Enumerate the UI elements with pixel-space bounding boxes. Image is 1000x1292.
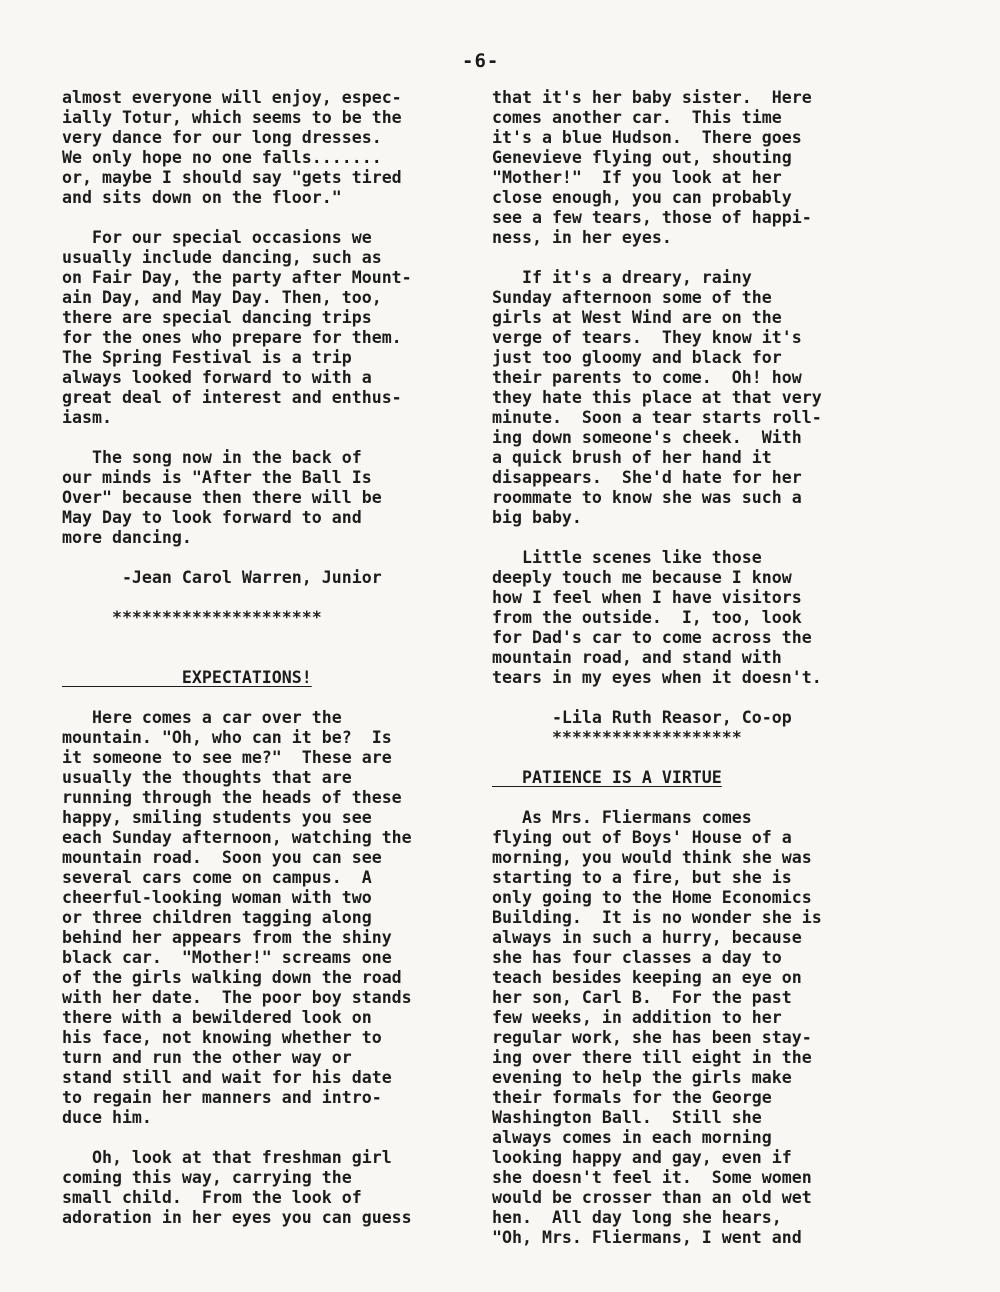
- text-line: just too gloomy and black for: [492, 348, 782, 367]
- text-line: As Mrs. Fliermans comes: [492, 808, 752, 827]
- text-line: tears in my eyes when it doesn't.: [492, 668, 822, 687]
- author-byline: -Jean Carol Warren, Junior: [62, 568, 382, 587]
- text-line: it someone to see me?" These are: [62, 748, 392, 767]
- text-line: mountain road. Soon you can see: [62, 848, 382, 867]
- text-line: each Sunday afternoon, watching the: [62, 828, 412, 847]
- text-line: behind her appears from the shiny: [62, 928, 392, 947]
- blank-line: [62, 1128, 487, 1148]
- text-line: Washington Ball. Still she: [492, 1108, 762, 1127]
- text-line: see a few tears, those of happi-: [492, 208, 812, 227]
- text-line: hen. All day long she hears,: [492, 1208, 782, 1227]
- text-line: Over" because then there will be: [62, 488, 382, 507]
- text-line: The Spring Festival is a trip: [62, 348, 352, 367]
- text-line: only going to the Home Economics: [492, 888, 812, 907]
- article-heading: EXPECTATIONS!: [62, 668, 312, 687]
- text-line: on Fair Day, the party after Mount-: [62, 268, 412, 287]
- text-line: flying out of Boys' House of a: [492, 828, 792, 847]
- text-line: she doesn't feel it. Some women: [492, 1168, 812, 1187]
- text-line: roommate to know she was such a: [492, 488, 802, 507]
- text-line: close enough, you can probably: [492, 188, 792, 207]
- text-line: that it's her baby sister. Here: [492, 88, 812, 107]
- blank-line: [62, 648, 487, 668]
- text-line: she has four classes a day to: [492, 948, 782, 967]
- text-line: their parents to come. Oh! how: [492, 368, 802, 387]
- text-line: Genevieve flying out, shouting: [492, 148, 792, 167]
- text-line: minute. Soon a tear starts roll-: [492, 408, 822, 427]
- text-line: big baby.: [492, 508, 582, 527]
- text-line: starting to a fire, but she is: [492, 868, 792, 887]
- text-line: or, maybe I should say "gets tired: [62, 168, 402, 187]
- blank-line: [492, 528, 932, 548]
- text-line: from the outside. I, too, look: [492, 608, 802, 627]
- text-line: small child. From the look of: [62, 1188, 362, 1207]
- text-line: We only hope no one falls.......: [62, 148, 382, 167]
- right-column: [492, 88, 932, 1248]
- text-line: very dance for our long dresses.: [62, 128, 382, 147]
- blank-line: [492, 748, 932, 768]
- blank-line: [62, 628, 487, 648]
- text-line: turn and run the other way or: [62, 1048, 352, 1067]
- page-number: -6-: [462, 50, 500, 72]
- text-line: iasm.: [62, 408, 112, 427]
- text-line: mountain. "Oh, who can it be? Is: [62, 728, 392, 747]
- article-heading: PATIENCE IS A VIRTUE: [492, 768, 722, 787]
- text-line: almost everyone will enjoy, espec-: [62, 88, 402, 107]
- text-line: regular work, she has been stay-: [492, 1028, 812, 1047]
- text-line: several cars come on campus. A: [62, 868, 372, 887]
- text-line: "Mother!" If you look at her: [492, 168, 782, 187]
- text-line: with her date. The poor boy stands: [62, 988, 412, 1007]
- text-line: For our special occasions we: [62, 228, 372, 247]
- text-line: girls at West Wind are on the: [492, 308, 782, 327]
- text-line: running through the heads of these: [62, 788, 402, 807]
- text-line: stand still and wait for his date: [62, 1068, 392, 1087]
- text-line: our minds is "After the Ball Is: [62, 468, 372, 487]
- section-divider: *********************: [62, 608, 322, 627]
- text-line: morning, you would think she was: [492, 848, 812, 867]
- text-line: deeply touch me because I know: [492, 568, 792, 587]
- text-line: few weeks, in addition to her: [492, 1008, 782, 1027]
- text-line: always comes in each morning: [492, 1128, 772, 1147]
- text-line: duce him.: [62, 1108, 152, 1127]
- text-line: their formals for the George: [492, 1088, 772, 1107]
- blank-line: [62, 688, 487, 708]
- text-line: of the girls walking down the road: [62, 968, 402, 987]
- text-line: "Oh, Mrs. Fliermans, I went and: [492, 1228, 802, 1247]
- text-line: to regain her manners and intro-: [62, 1088, 382, 1107]
- text-line: ing down someone's cheek. With: [492, 428, 802, 447]
- text-line: Sunday afternoon some of the: [492, 288, 772, 307]
- text-line: always in such a hurry, because: [492, 928, 802, 947]
- text-line: for Dad's car to come across the: [492, 628, 812, 647]
- text-line: looking happy and gay, even if: [492, 1148, 792, 1167]
- text-line: would be crosser than an old wet: [492, 1188, 812, 1207]
- text-line: If it's a dreary, rainy: [492, 268, 752, 287]
- text-line: mountain road, and stand with: [492, 648, 782, 667]
- text-line: disappears. She'd hate for her: [492, 468, 802, 487]
- text-line: her son, Carl B. For the past: [492, 988, 792, 1007]
- text-line: The song now in the back of: [62, 448, 362, 467]
- blank-line: [62, 588, 487, 608]
- text-line: for the ones who prepare for them.: [62, 328, 402, 347]
- text-line: there are special dancing trips: [62, 308, 372, 327]
- text-line: happy, smiling students you see: [62, 808, 372, 827]
- blank-line: [62, 428, 487, 448]
- blank-line: [62, 208, 487, 228]
- text-line: always looked forward to with a: [62, 368, 372, 387]
- section-divider: *******************: [492, 728, 742, 747]
- author-byline: -Lila Ruth Reasor, Co-op: [492, 708, 792, 727]
- text-line: ain Day, and May Day. Then, too,: [62, 288, 382, 307]
- text-line: a quick brush of her hand it: [492, 448, 772, 467]
- text-line: Little scenes like those: [492, 548, 762, 567]
- text-line: teach besides keeping an eye on: [492, 968, 802, 987]
- text-line: adoration in her eyes you can guess: [62, 1208, 412, 1227]
- text-line: verge of tears. They know it's: [492, 328, 802, 347]
- text-line: and sits down on the floor.": [62, 188, 342, 207]
- text-line: comes another car. This time: [492, 108, 782, 127]
- text-line: usually include dancing, such as: [62, 248, 382, 267]
- text-line: May Day to look forward to and: [62, 508, 362, 527]
- text-line: cheerful-looking woman with two: [62, 888, 372, 907]
- text-line: Here comes a car over the: [62, 708, 342, 727]
- text-line: black car. "Mother!" screams one: [62, 948, 392, 967]
- text-line: ness, in her eyes.: [492, 228, 672, 247]
- text-line: or three children tagging along: [62, 908, 372, 927]
- blank-line: [492, 688, 932, 708]
- blank-line: [492, 788, 932, 808]
- text-line: Oh, look at that freshman girl: [62, 1148, 392, 1167]
- text-line: more dancing.: [62, 528, 192, 547]
- text-line: they hate this place at that very: [492, 388, 822, 407]
- text-line: coming this way, carrying the: [62, 1168, 352, 1187]
- blank-line: [492, 248, 932, 268]
- text-line: usually the thoughts that are: [62, 768, 352, 787]
- text-line: ially Totur, which seems to be the: [62, 108, 402, 127]
- text-line: Building. It is no wonder she is: [492, 908, 822, 927]
- text-line: how I feel when I have visitors: [492, 588, 802, 607]
- text-line: it's a blue Hudson. There goes: [492, 128, 802, 147]
- text-line: his face, not knowing whether to: [62, 1028, 382, 1047]
- text-line: ing over there till eight in the: [492, 1048, 812, 1067]
- blank-line: [62, 548, 487, 568]
- text-line: great deal of interest and enthus-: [62, 388, 402, 407]
- text-line: evening to help the girls make: [492, 1068, 792, 1087]
- left-column: [62, 88, 487, 1228]
- text-line: there with a bewildered look on: [62, 1008, 372, 1027]
